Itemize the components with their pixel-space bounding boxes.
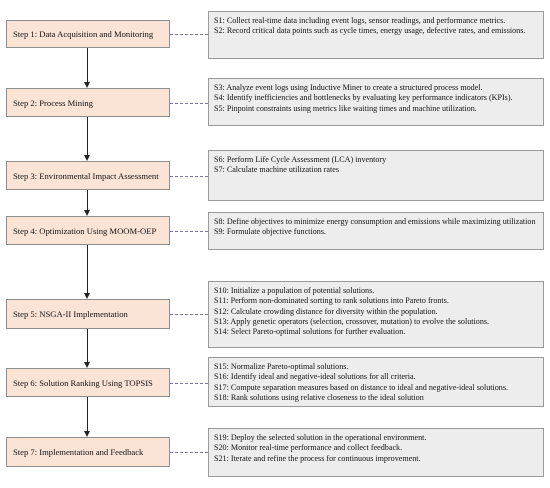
step-detail-box (208, 212, 544, 250)
detail-line: S11: Perform non-dominated sorting to rank solutions into Pareto fronts. (214, 296, 449, 306)
detail-line: S3: Analyze event logs using Inductive Miner to create a structured process model. (214, 83, 483, 92)
flow-arrow (87, 245, 88, 293)
step-detail-box (208, 150, 544, 201)
detail-line: S19: Deploy the selected solution in the operational environment. (214, 433, 427, 442)
detail-line: S2: Record critical data points such as cycle times, energy usage, defective rates, and emissions. (214, 26, 526, 36)
dashed-connector (170, 452, 208, 453)
step-detail-box (208, 78, 544, 126)
flow-arrow (87, 117, 88, 155)
step-detail-box (208, 357, 544, 407)
detail-line: S7: Calculate machine utilization rates (214, 165, 339, 175)
detail-line: S10: Initialize a population of potential solutions. (214, 286, 375, 295)
step-box: Step 6: Solution Ranking Using TOPSIS (6, 368, 170, 397)
dashed-connector (170, 314, 208, 315)
detail-line: S14: Select Pareto-optimal solutions for further evaluation. (214, 327, 406, 337)
dashed-connector (170, 176, 208, 177)
step-detail-box (208, 11, 544, 59)
flow-arrow (87, 48, 88, 82)
dashed-connector (170, 231, 208, 232)
step-box: Step 5: NSGA-II Implementation (6, 299, 170, 329)
dashed-connector (170, 383, 208, 384)
detail-line: S1: Collect real-time data including event logs, sensor readings, and performance metrics. (214, 16, 506, 25)
detail-line: S5: Pinpoint constraints using metrics like waiting times and machine utilization. (214, 103, 477, 113)
detail-line: S9: Formulate objective functions. (214, 227, 326, 237)
detail-line: S8: Define objectives to minimize energy consumption and emissions while maximizing utilization (214, 217, 536, 226)
step-detail-box (208, 428, 544, 477)
detail-line: S4: Identify inefficiencies and bottlenecks by evaluating key performance indicators (KPIs). (214, 93, 513, 103)
detail-line: S16: Identify ideal and negative-ideal solutions for all criteria. (214, 372, 416, 382)
step-detail-box (208, 281, 544, 348)
step-box: Step 7: Implementation and Feedback (6, 437, 170, 467)
step-box: Step 1: Data Acquisition and Monitoring (6, 20, 170, 48)
dashed-connector (170, 34, 208, 35)
flow-arrow (87, 397, 88, 431)
step-box: Step 3: Environmental Impact Assessment (6, 161, 170, 190)
detail-line: S21: Iterate and refine the process for continuous improvement. (214, 453, 421, 463)
detail-line: S17: Compute separation measures based on distance to ideal and negative-ideal solutions. (214, 382, 508, 392)
flow-arrow (87, 329, 88, 362)
step-box: Step 4: Optimization Using MOOM-OEP (6, 216, 170, 245)
dashed-connector (170, 103, 208, 104)
step-box: Step 2: Process Mining (6, 88, 170, 117)
detail-line: S18: Rank solutions using relative closeness to the ideal solution (214, 392, 424, 402)
detail-line: S15: Normalize Pareto-optimal solutions. (214, 362, 349, 371)
detail-line: S12: Calculate crowding distance for diversity within the population. (214, 306, 438, 316)
flow-arrow (87, 190, 88, 210)
detail-line: S13: Apply genetic operators (selection, crossover, mutation) to evolve the solutions. (214, 316, 490, 326)
detail-line: S6: Perform Life Cycle Assessment (LCA) inventory (214, 155, 387, 164)
detail-line: S20: Monitor real-time performance and collect feedback. (214, 443, 403, 453)
